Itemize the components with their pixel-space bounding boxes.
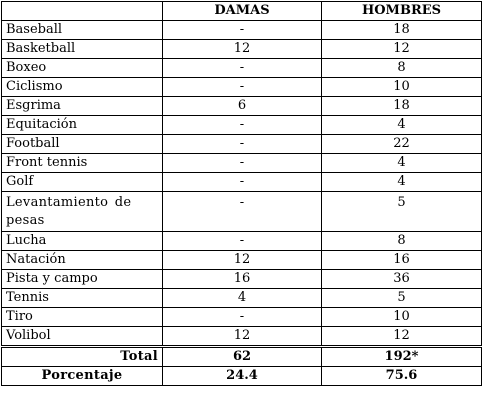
table-row (2, 116, 482, 135)
sports-participation-table (1, 1, 482, 386)
damas-value: - (163, 116, 322, 135)
header-row (2, 2, 482, 21)
damas-value: 4 (163, 289, 322, 308)
table-row (2, 78, 482, 97)
hombres-value: 18 (322, 97, 482, 116)
hombres-value: 4 (322, 116, 482, 135)
damas-value: - (163, 59, 322, 78)
table-row (2, 40, 482, 59)
hombres-value: 22 (322, 135, 482, 154)
header-damas: DAMAS (163, 2, 322, 21)
sport-name: Ciclismo (2, 78, 163, 97)
percentage-hombres: 75.6 (322, 367, 482, 386)
hombres-value: 12 (322, 327, 482, 347)
damas-value: - (163, 192, 322, 232)
total-hombres: 192* (322, 347, 482, 367)
total-label: Total (2, 347, 163, 367)
sport-name: Tiro (2, 308, 163, 327)
table-row (2, 232, 482, 251)
total-damas: 62 (163, 347, 322, 367)
table-row (2, 154, 482, 173)
hombres-value: 5 (322, 192, 482, 232)
hombres-value: 8 (322, 59, 482, 78)
damas-value: 12 (163, 251, 322, 270)
hombres-value: 4 (322, 154, 482, 173)
percentage-damas: 24.4 (163, 367, 322, 386)
hombres-value: 5 (322, 289, 482, 308)
sport-name: Tennis (2, 289, 163, 308)
damas-value: 16 (163, 270, 322, 289)
total-row (2, 347, 482, 367)
hombres-value: 16 (322, 251, 482, 270)
hombres-value: 10 (322, 308, 482, 327)
percentage-label: Porcentaje (2, 367, 163, 386)
sport-name: Equitación (2, 116, 163, 135)
table-row (2, 97, 482, 116)
table-row (2, 289, 482, 308)
damas-value: 6 (163, 97, 322, 116)
sport-name: Esgrima (2, 97, 163, 116)
sport-name: Natación (2, 251, 163, 270)
sport-name: Boxeo (2, 59, 163, 78)
hombres-value: 8 (322, 232, 482, 251)
table-row (2, 135, 482, 154)
damas-value: - (163, 135, 322, 154)
table-row (2, 21, 482, 40)
header-empty-cell (2, 2, 163, 21)
sport-name: Basketball (2, 40, 163, 59)
hombres-value: 36 (322, 270, 482, 289)
table-row (2, 308, 482, 327)
table-row (2, 270, 482, 289)
sport-name: Lucha (2, 232, 163, 251)
hombres-value: 12 (322, 40, 482, 59)
damas-value: - (163, 173, 322, 192)
table-row (2, 173, 482, 192)
table-row (2, 251, 482, 270)
table-row (2, 59, 482, 78)
hombres-value: 18 (322, 21, 482, 40)
sport-name: Front tennis (2, 154, 163, 173)
sport-name: Football (2, 135, 163, 154)
sport-name: Golf (2, 173, 163, 192)
damas-value: - (163, 21, 322, 40)
sport-name: Volibol (2, 327, 163, 347)
sport-name: Levantamiento de pesas (2, 192, 163, 232)
damas-value: - (163, 154, 322, 173)
damas-value: - (163, 232, 322, 251)
hombres-value: 4 (322, 173, 482, 192)
table-row (2, 327, 482, 347)
percentage-row (2, 367, 482, 386)
table-row (2, 192, 482, 232)
damas-value: 12 (163, 40, 322, 59)
hombres-value: 10 (322, 78, 482, 97)
damas-value: - (163, 78, 322, 97)
sport-name: Baseball (2, 21, 163, 40)
damas-value: 12 (163, 327, 322, 347)
header-hombres: HOMBRES (322, 2, 482, 21)
damas-value: - (163, 308, 322, 327)
sport-name: Pista y campo (2, 270, 163, 289)
